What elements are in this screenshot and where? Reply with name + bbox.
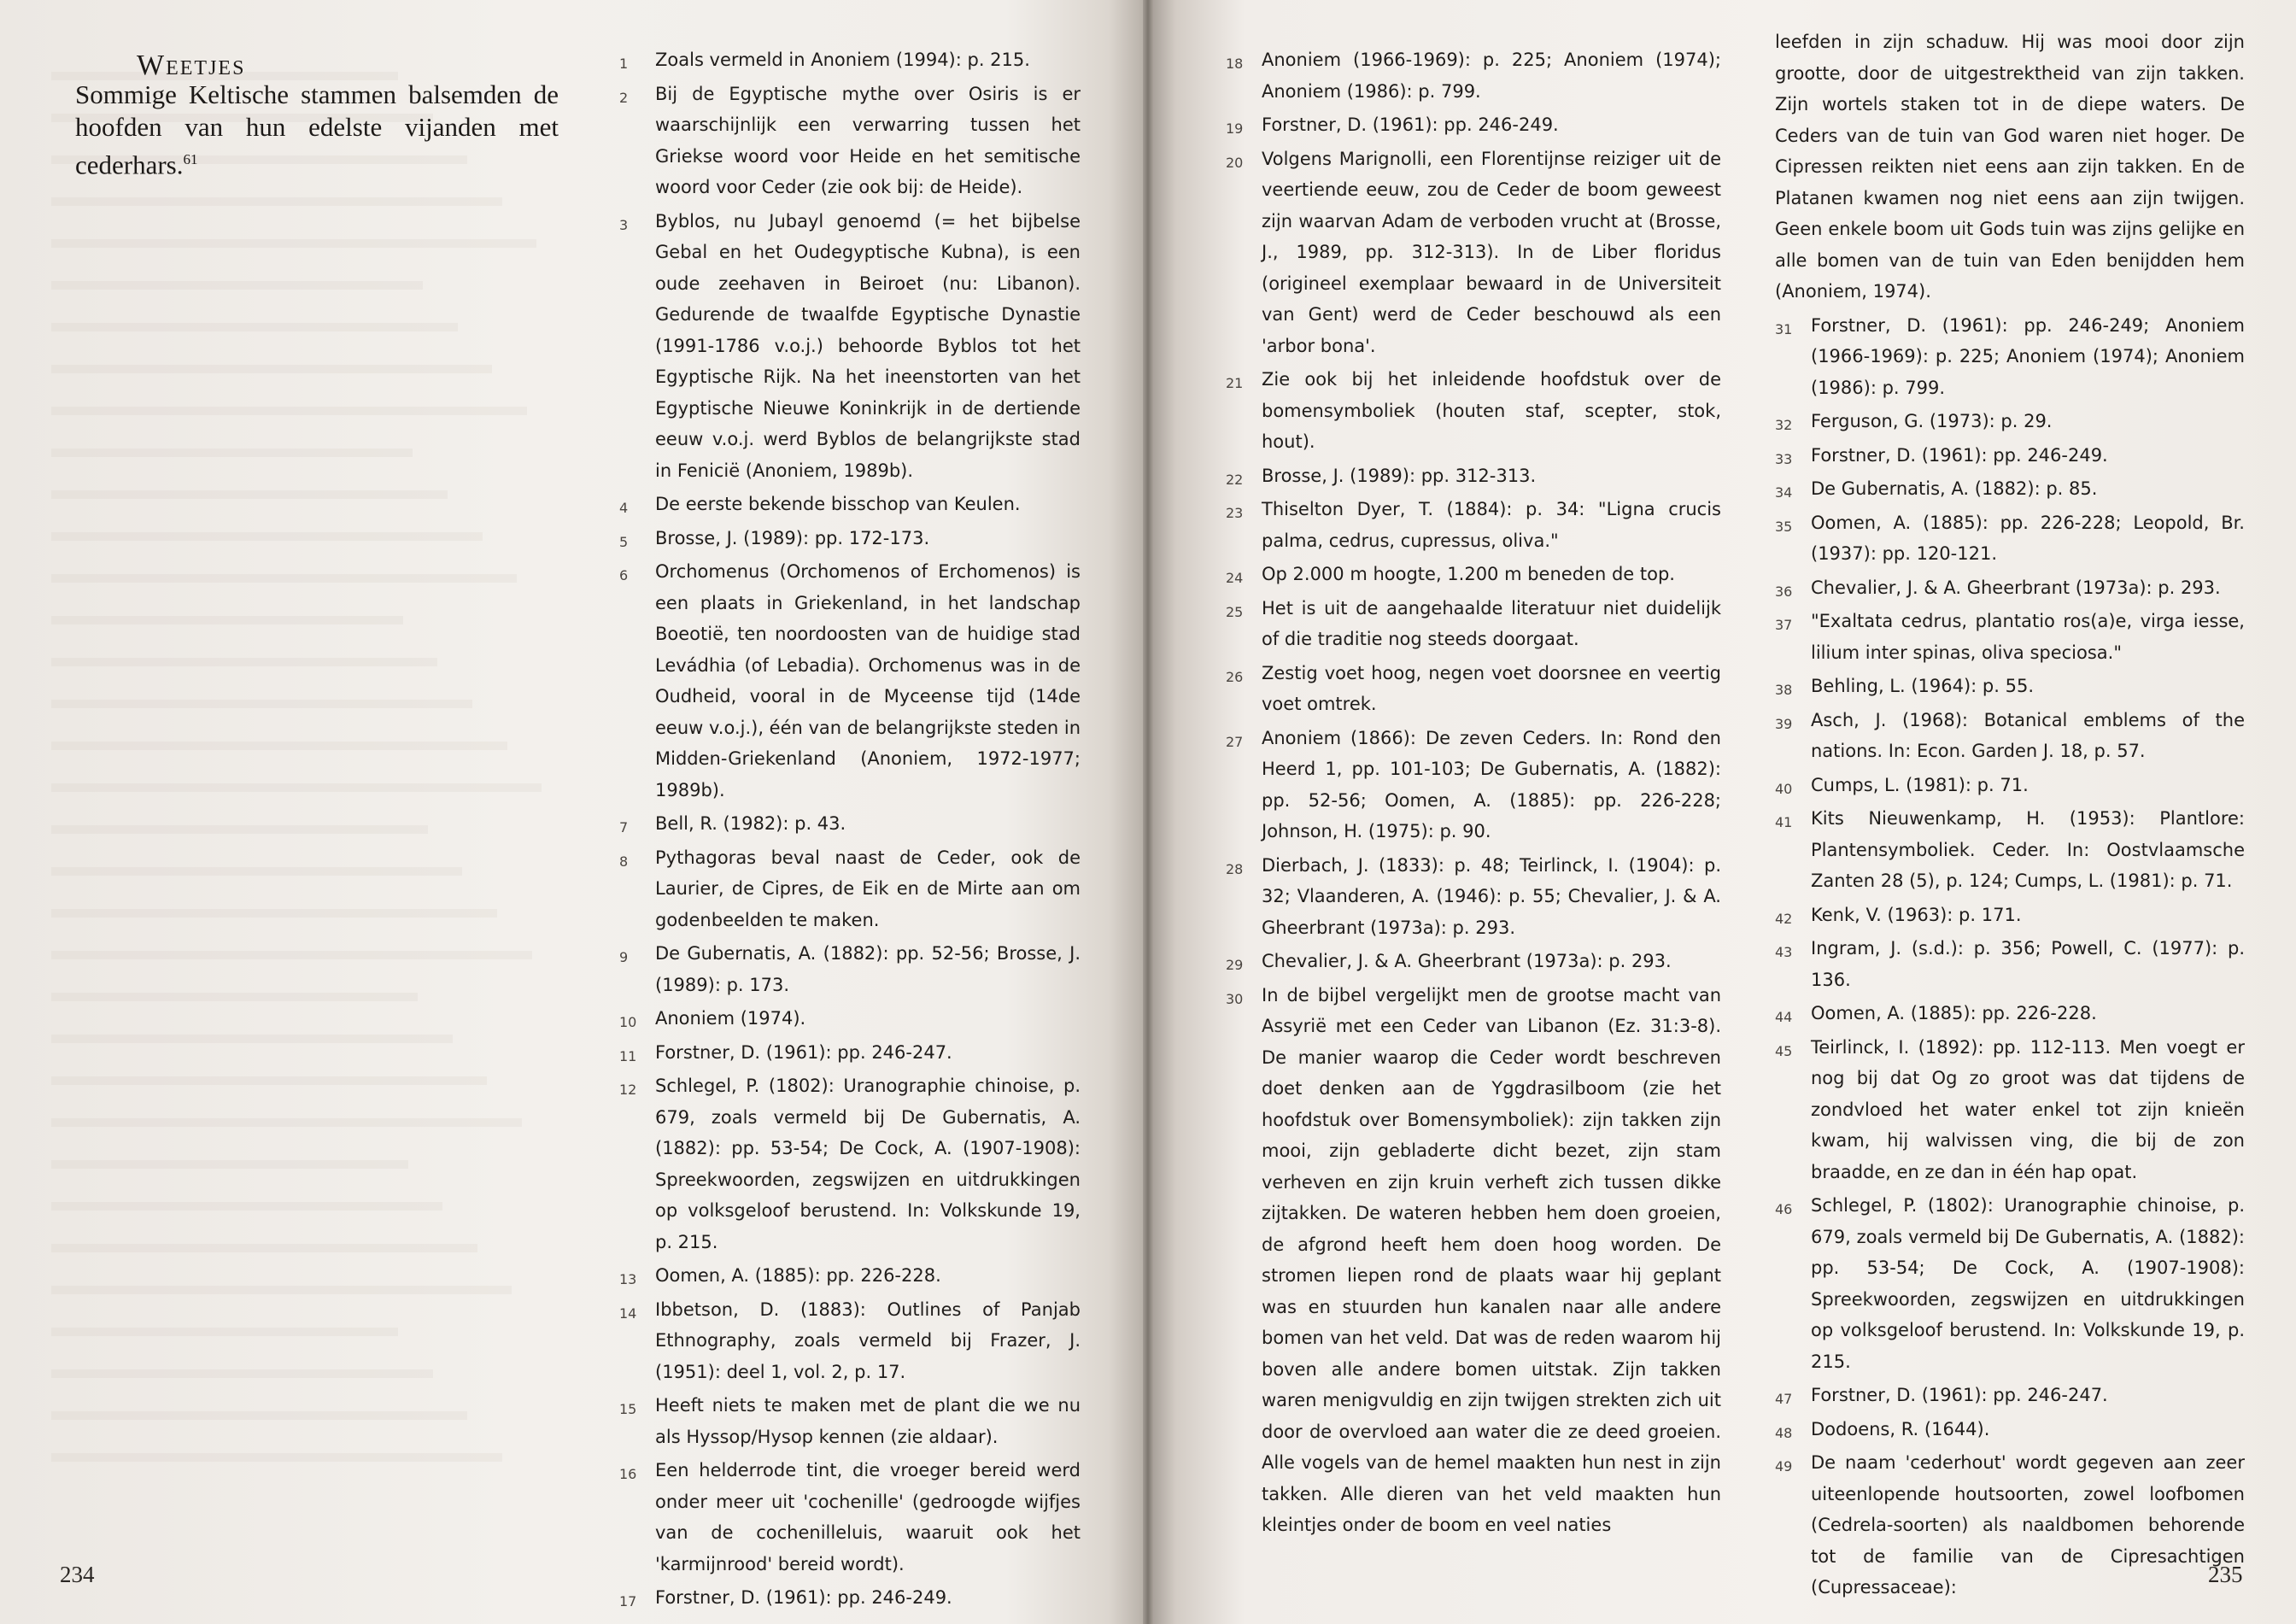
- footnote-number: 39: [1775, 715, 1793, 732]
- footnote-number: 37: [1775, 617, 1793, 633]
- footnote-number: 47: [1775, 1391, 1793, 1407]
- footnote-number: 28: [1226, 860, 1244, 877]
- footnote-text: Zoals vermeld in Anoniem (1994): p. 215.: [655, 50, 1030, 70]
- footnote-text: Schlegel, P. (1802): Uranographie chinoise, p. 679, zoals vermeld bij De Gubernatis, A. (1882): pp. 53-54; De Cock, A. (1907-1908): Spreekwoorden, zegswijzen en uitdrukkingen op volksgeloof berustend. In: Volkskunde 19, p. 215.: [655, 1076, 1081, 1252]
- footnote-17: [619, 1582, 1081, 1614]
- book-gutter: [1143, 0, 1153, 1624]
- footnote-text: Orchomenus (Orchomenos of Erchomenos) is een plaats in Griekenland, in het landschap Boeotië, ten noordoosten van de huidige stad Levádhia (of Lebadia). Orchomenus was in de Oudheid, vooral in de Myceense tijd (14de eeuw v.o.j.), één van de belangrijkste steden in Midden-Griekenland (Anoniem, 1972-1977; 1989b).: [655, 561, 1081, 800]
- footnote-reference: 61: [183, 151, 198, 167]
- show-through-line: [51, 805, 428, 834]
- footnote-number: 33: [1775, 450, 1793, 467]
- footnote-14: [619, 1294, 1081, 1388]
- footnote-number: 36: [1775, 583, 1793, 600]
- footnote-text: Kits Nieuwenkamp, H. (1953): Plantlore: Plantensymboliek. Ceder. In: Oostvlaamsche Zanten 28 (5), p. 124; Cumps, L. (1981): p. 71.: [1811, 808, 2245, 891]
- show-through-line: [51, 1349, 433, 1378]
- footnote-46: [1775, 1190, 2245, 1377]
- footnote-text: Ibbetson, D. (1883): Outlines of Panjab Ethnography, zoals vermeld bij Frazer, J. (1951): deel 1, vol. 2, p. 17.: [655, 1299, 1081, 1382]
- footnote-text: Forstner, D. (1961): pp. 246-249.: [1262, 114, 1559, 135]
- footnote-18: [1226, 44, 1721, 107]
- show-through-text: [51, 51, 547, 1521]
- footnote-32: [1775, 406, 2245, 437]
- footnote-41: [1775, 803, 2245, 897]
- footnote-22: [1226, 460, 1721, 492]
- weetjes-text: [75, 79, 559, 181]
- footnote-43: [1775, 933, 2245, 995]
- footnote-text: Asch, J. (1968): Botanical emblems of the nations. In: Econ. Garden J. 18, p. 57.: [1811, 709, 2245, 761]
- show-through-line: [51, 1223, 477, 1252]
- footnote-text: Forstner, D. (1961): pp. 246-247.: [655, 1041, 952, 1063]
- page-number-right: 235: [2208, 1562, 2243, 1587]
- footnote-20: [1226, 144, 1721, 362]
- footnote-text: Zie ook bij het inleidende hoofdstuk over de bomensymboliek (houten staf, scepter, stok, hout).: [1262, 369, 1721, 452]
- footnote-text: Chevalier, J. & A. Gheerbrant (1973a): p. 293.: [1811, 577, 2221, 598]
- show-through-line: [51, 554, 517, 583]
- footnote-number: 15: [619, 1401, 637, 1417]
- footnote-text: Forstner, D. (1961): pp. 246-247.: [1811, 1385, 2108, 1405]
- footnote-27: [1226, 723, 1721, 847]
- footnote-45: [1775, 1032, 2245, 1188]
- footnote-42: [1775, 900, 2245, 931]
- show-through-line: [51, 888, 497, 918]
- footnote-number: 6: [619, 567, 629, 583]
- footnote-text: Dierbach, J. (1833): p. 48; Teirlinck, I. (1904): p. 32; Vlaanderen, A. (1946): p. 55; Chevalier, J. & A. Gheerbrant (1973a): p. 293.: [1262, 854, 1721, 938]
- footnote-number: 22: [1226, 471, 1244, 488]
- show-through-line: [51, 428, 413, 457]
- footnote-36: [1775, 572, 2245, 604]
- footnote-text: Volgens Marignolli, een Florentijnse reiziger uit de veertiende eeuw, zou de Ceder de boom geweest zijn waarvan Adam de verboden vrucht at (Brosse, J., 1989, pp. 312-313). In de Liber floridus (origineel exemplaar bewaard in de Universiteit van Gent) werd de Ceder beschouwd als een 'arbor bona'.: [1262, 148, 1721, 356]
- show-through-line: [51, 1140, 408, 1169]
- footnote-text: Chevalier, J. & A. Gheerbrant (1973a): p. 293.: [1262, 951, 1672, 971]
- footnote-text: Ferguson, G. (1973): p. 29.: [1811, 411, 2053, 431]
- show-through-line: [51, 512, 483, 541]
- footnote-number: 42: [1775, 910, 1793, 927]
- footnote-24: [1226, 559, 1721, 590]
- footnote-number: 35: [1775, 518, 1793, 535]
- show-through-line: [51, 1014, 453, 1043]
- footnote-text: Op 2.000 m hoogte, 1.200 m beneden de top.: [1262, 564, 1675, 584]
- footnote-number: 24: [1226, 570, 1244, 586]
- footnote-number: 49: [1775, 1458, 1793, 1474]
- footnotes-column-1: [619, 44, 1081, 1616]
- footnote-number: 26: [1226, 668, 1244, 685]
- footnote-5: [619, 523, 1081, 554]
- footnote-number: 32: [1775, 417, 1793, 433]
- footnote-34: [1775, 473, 2245, 505]
- footnote-text: De eerste bekende bisschop van Keulen.: [655, 494, 1021, 514]
- footnote-text: Kenk, V. (1963): p. 171.: [1811, 904, 2022, 925]
- footnote-11: [619, 1037, 1081, 1069]
- footnote-number: 38: [1775, 682, 1793, 698]
- footnote-text: Oomen, A. (1885): pp. 226-228.: [655, 1265, 941, 1286]
- footnote-number: 11: [619, 1047, 637, 1064]
- show-through-line: [51, 1391, 467, 1420]
- footnote-number: 1: [619, 56, 629, 72]
- footnote-number: 5: [619, 533, 629, 550]
- footnote-number: 25: [1226, 603, 1244, 620]
- footnote-23: [1226, 494, 1721, 556]
- footnote-47: [1775, 1380, 2245, 1411]
- show-through-line: [51, 1098, 522, 1127]
- footnote-38: [1775, 671, 2245, 702]
- footnote-text: Anoniem (1866): De zeven Ceders. In: Rond den Heerd 1, pp. 101-103; De Gubernatis, A. (1882): pp. 52-56; Oomen, A. (1885): pp. 226-228; Johnson, H. (1975): p. 90.: [1262, 727, 1721, 841]
- show-through-line: [51, 344, 492, 373]
- footnote-number: 43: [1775, 944, 1793, 960]
- show-through-line: [51, 679, 472, 708]
- footnote-number: 20: [1226, 154, 1244, 171]
- page-number-left: 234: [60, 1562, 95, 1587]
- footnote-33: [1775, 440, 2245, 472]
- footnote-text: Forstner, D. (1961): pp. 246-249.: [1811, 444, 2108, 466]
- weetjes-heading: Weetjes: [137, 50, 246, 81]
- footnotes-column-2: [1226, 44, 1721, 1544]
- weetjes-sentence: Sommige Keltische stammen balsemden de hoofden van hun edelste vijanden met cederhars.: [75, 79, 559, 180]
- footnote-10: [619, 1003, 1081, 1035]
- footnote-4: [619, 489, 1081, 520]
- footnote-8: [619, 842, 1081, 936]
- footnote-number: 41: [1775, 814, 1793, 830]
- show-through-line: [51, 637, 437, 666]
- footnote-number: 18: [1226, 56, 1244, 72]
- footnote-1: [619, 44, 1081, 76]
- show-through-line: [51, 972, 418, 1001]
- footnote-number: 23: [1226, 505, 1244, 521]
- footnote-30-continuation: leefden in zijn schaduw. Hij was mooi door zijn grootte, door de uitgestrektheid van zijn takken. Zijn wortels staken tot in de diepe waters. De Ceders van de tuin van God waren niet hoger. De Cipressen reikten niet eens aan zijn takken. En de Platanen kwamen nog niet eens aan zijn twijgen. Geen enkele boom uit Gods tuin was zijns gelijke en alle bomen van de tuin van Eden benijdden hem (Anoniem, 1974).: [1775, 32, 2245, 302]
- footnote-15: [619, 1390, 1081, 1452]
- footnote-number: 19: [1226, 120, 1244, 137]
- footnotes-list-3: [1775, 310, 2245, 1603]
- show-through-line: [51, 219, 536, 248]
- footnote-number: 4: [619, 500, 629, 516]
- footnote-37: [1775, 606, 2245, 668]
- footnote-text: Forstner, D. (1961): pp. 246-249.: [655, 1587, 952, 1608]
- show-through-line: [51, 1265, 512, 1294]
- footnote-number: 44: [1775, 1009, 1793, 1025]
- footnote-number: 2: [619, 89, 629, 106]
- footnote-text: Oomen, A. (1885): pp. 226-228; Leopold, Br. (1937): pp. 120-121.: [1811, 512, 2245, 564]
- footnote-26: [1226, 658, 1721, 720]
- footnote-text: De naam 'cederhout' wordt gegeven aan zeer uiteenlopende houtsoorten, zowel loofbomen (Cedrela-soorten) als naaldbomen behorende tot de familie van de Cipresachtigen (Cupressaceae):: [1811, 1452, 2245, 1598]
- footnote-text: Bij de Egyptische mythe over Osiris is er waarschijnlijk een verwarring tussen het Griekse woord voor Heide en het semitische woord voor Ceder (zie ook bij: de Heide).: [655, 83, 1081, 197]
- footnote-text: Anoniem (1974).: [655, 1008, 806, 1029]
- footnote-3: [619, 206, 1081, 487]
- show-through-line: [51, 1433, 502, 1462]
- footnote-28: [1226, 850, 1721, 944]
- footnote-21: [1226, 364, 1721, 458]
- footnote-40: [1775, 770, 2245, 801]
- footnote-6: [619, 556, 1081, 806]
- footnote-number: 17: [619, 1593, 637, 1609]
- footnote-35: [1775, 507, 2245, 570]
- show-through-line: [51, 261, 423, 290]
- footnote-text: Oomen, A. (1885): pp. 226-228.: [1811, 1003, 2097, 1023]
- footnote-number: 21: [1226, 375, 1244, 391]
- footnote-text: In de bijbel vergelijkt men de grootse macht van Assyrië met een Ceder van Libanon (Ez. 31:3-8). De manier waarop die Ceder wordt beschreven doet denken aan de Yggdrasilboom (zie het hoofdstuk over Bomensymboliek): zijn takken zijn mooi, zijn gebladerte dicht bezet, zijn stam verheven en zijn kruin verheft zich tussen dikke zijtakken. De wateren hebben hem doen groeien, de afgrond heeft hem doen hoog worden. De stromen liepen rond de plaats waar hij geplant was en stuurden hun kanalen naar alle andere bomen van het veld. Dat was de reden waarom hij boven alle andere bomen uitstak. Zijn takken waren menigvuldig en zijn twijgen strekten zich uit door de overvloed aan water die ze deed groeien. Alle vogels van de hemel maakten hun nest in zijn takken. Alle dieren van het veld maakten hun kleintjes onder de boom en veel naties: [1262, 984, 1721, 1535]
- footnote-text: "Exaltata cedrus, plantatio ros(a)e, virga iesse, lilium inter spinas, oliva speciosa.": [1811, 611, 2245, 663]
- show-through-line: [51, 930, 532, 959]
- show-through-line: [51, 1307, 398, 1336]
- footnote-number: 48: [1775, 1424, 1793, 1441]
- footnote-text: Brosse, J. (1989): pp. 172-173.: [655, 527, 930, 548]
- footnote-number: 45: [1775, 1042, 1793, 1059]
- footnote-text: Een helderrode tint, die vroeger bereid werd onder meer uit 'cochenille' (gedroogde wijfjes van de cochenilleluis, waaruit ook het 'karmijnrood' bereid wordt).: [655, 1460, 1081, 1574]
- footnote-number: 40: [1775, 780, 1793, 797]
- footnote-text: Zestig voet hoog, negen voet doorsnee en veertig voet omtrek.: [1262, 662, 1721, 714]
- footnote-text: Teirlinck, I. (1892): pp. 112-113. Men voegt er nog bij dat Og zo groot was dat tijdens de zondvloed het water enkel tot zijn knieën kwam, hij walvissen ving, die bij de zon braadde, en ze dan in één hap opat.: [1811, 1036, 2245, 1182]
- footnote-number: 29: [1226, 957, 1244, 973]
- footnote-text: Dodoens, R. (1644).: [1811, 1418, 1990, 1439]
- footnote-25: [1226, 593, 1721, 655]
- footnote-31: [1775, 310, 2245, 404]
- footnote-number: 31: [1775, 320, 1793, 337]
- show-through-line: [51, 470, 448, 499]
- footnote-text: De Gubernatis, A. (1882): p. 85.: [1811, 478, 2098, 499]
- footnote-text: Behling, L. (1964): p. 55.: [1811, 676, 2035, 696]
- footnote-text: Forstner, D. (1961): pp. 246-249; Anoniem (1966-1969): p. 225; Anoniem (1974); Anoniem (1986): p. 799.: [1811, 314, 2245, 398]
- footnote-number: 3: [619, 216, 629, 233]
- footnote-number: 27: [1226, 733, 1244, 750]
- footnote-49: [1775, 1447, 2245, 1603]
- footnote-19: [1226, 109, 1721, 141]
- footnote-13: [619, 1260, 1081, 1292]
- footnote-number: 30: [1226, 990, 1244, 1007]
- footnote-text: Bell, R. (1982): p. 43.: [655, 813, 846, 834]
- show-through-line: [51, 1181, 442, 1211]
- footnote-text: Schlegel, P. (1802): Uranographie chinoise, p. 679, zoals vermeld bij De Gubernatis, A. (1882): pp. 53-54; De Cock, A. (1907-1908): Spreekwoorden, zegswijzen en uitdrukkingen op volksgeloof berustend. In: Volkskunde 19, p. 215.: [1811, 1195, 2245, 1372]
- footnote-text: Brosse, J. (1989): pp. 312-313.: [1262, 465, 1537, 486]
- footnote-number: 10: [619, 1014, 637, 1030]
- footnote-number: 34: [1775, 484, 1793, 501]
- footnote-number: 13: [619, 1271, 637, 1287]
- footnote-16: [619, 1455, 1081, 1580]
- footnote-44: [1775, 998, 2245, 1029]
- footnote-2: [619, 79, 1081, 203]
- footnote-number: 46: [1775, 1201, 1793, 1217]
- footnote-text: Thiselton Dyer, T. (1884): p. 34: "Ligna crucis palma, cedrus, cupressus, oliva.": [1262, 499, 1721, 551]
- show-through-line: [51, 721, 507, 750]
- footnote-number: 9: [619, 949, 629, 965]
- footnote-text: De Gubernatis, A. (1882): pp. 52-56; Brosse, J. (1989): p. 173.: [655, 943, 1081, 995]
- show-through-line: [51, 847, 462, 876]
- footnote-number: 8: [619, 853, 629, 870]
- footnotes-column-3: [1775, 26, 2245, 1606]
- footnote-text: Anoniem (1966-1969): p. 225; Anoniem (1974); Anoniem (1986): p. 799.: [1262, 50, 1721, 102]
- footnote-39: [1775, 705, 2245, 767]
- footnote-30: [1226, 980, 1721, 1541]
- footnote-text: Ingram, J. (s.d.): p. 356; Powell, C. (1977): p. 136.: [1811, 938, 2245, 990]
- show-through-line: [51, 763, 542, 792]
- show-through-line: [51, 302, 458, 331]
- footnote-text: Pythagoras beval naast de Ceder, ook de Laurier, de Cipres, de Eik en de Mirte aan om godenbeelden te maken.: [655, 847, 1081, 930]
- footnote-text: Cumps, L. (1981): p. 71.: [1811, 774, 2029, 795]
- show-through-line: [51, 595, 403, 624]
- show-through-line: [51, 1056, 487, 1085]
- footnote-text: Byblos, nu Jubayl genoemd (= het bijbelse Gebal en het Oudegyptische Kubna), is een oude zeehaven in Beiroet (nu: Libanon). Gedurende de twaalfde Egyptische Dynastie (1991-1786 v.o.j.) behoorde Byblos tot het Egyptische Rijk. Na het ineenstorten van het Egyptische Nieuwe Koninkrijk in de dertiende eeuw v.o.j. werd Byblos de belangrijkste stad in Fenicië (Anoniem, 1989b).: [655, 210, 1081, 481]
- footnote-29: [1226, 946, 1721, 977]
- footnote-48: [1775, 1414, 2245, 1445]
- left-page: [0, 0, 1143, 1624]
- footnote-number: 16: [619, 1466, 637, 1482]
- footnote-7: [619, 808, 1081, 840]
- footnote-text: Het is uit de aangehaalde literatuur niet duidelijk of die traditie nog steeds doorgaat.: [1262, 597, 1721, 649]
- footnote-number: 7: [619, 819, 629, 835]
- footnote-9: [619, 938, 1081, 1000]
- footnote-number: 14: [619, 1304, 637, 1322]
- footnote-12: [619, 1070, 1081, 1258]
- footnote-number: 12: [619, 1082, 637, 1098]
- footnote-text: Heeft niets te maken met de plant die we nu als Hyssop/Hysop kennen (zie aldaar).: [655, 1395, 1081, 1447]
- show-through-line: [51, 386, 527, 415]
